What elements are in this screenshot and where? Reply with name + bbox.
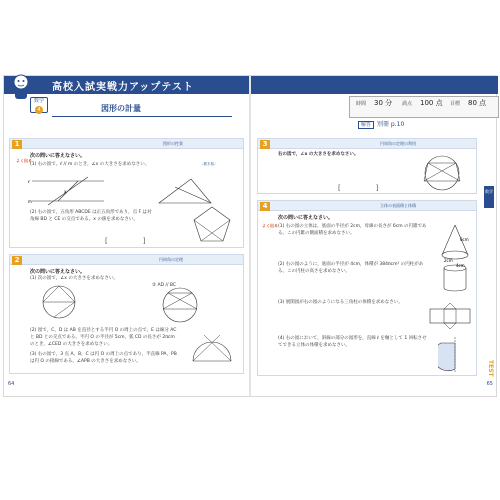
page-number-left: 64 <box>8 381 15 387</box>
answer-page: 別冊 p.10 <box>377 121 405 128</box>
cylinder-figure <box>440 263 470 293</box>
target-label: 目標 <box>450 101 461 107</box>
angle-x-label: x <box>64 189 67 194</box>
right-page <box>251 76 497 396</box>
section-header <box>10 139 243 149</box>
section-header <box>258 201 476 211</box>
answer-bracket: [ ] <box>338 184 379 192</box>
question-2-1: (1) 次の図で，∠x の大きさを求めなさい。 <box>30 276 118 281</box>
circle-quad-figure <box>418 153 466 193</box>
prism-net-figure <box>426 301 474 331</box>
hot-label: よく出る <box>16 158 32 163</box>
subject-badge: 数学 <box>30 97 48 113</box>
section-number: 3 <box>260 140 270 149</box>
semicircle-figure <box>190 325 235 365</box>
question-4-2: (2) 右の図のように，底面の半径が 4cm，体積が 384πcm³ の円柱がある。この円柱の高さを求めなさい。 <box>278 262 424 274</box>
cone-figure <box>438 223 472 263</box>
section-topic: 図形の性質 <box>163 141 183 146</box>
target-value: 80 点 <box>468 99 487 107</box>
time-value: 30 分 <box>374 99 393 107</box>
section-header <box>10 255 243 265</box>
section-instruction: 次の問いに答えなさい。 <box>278 215 334 221</box>
textbook-spread <box>3 75 497 397</box>
answer-label: 解答 <box>358 121 374 129</box>
page-number-right: 65 <box>486 381 493 387</box>
section-number: 1 <box>12 140 22 149</box>
cylinder-radius-label: 4cm <box>456 263 465 268</box>
unit-title: 図形の計量 <box>101 104 141 113</box>
section-3 <box>257 138 477 194</box>
circle-figure-1 <box>40 283 78 321</box>
left-page <box>4 76 250 396</box>
question-1-1: (1) 右の図で，ℓ // m のとき，∠x の大きさを求めなさい。 <box>30 162 150 167</box>
section-instruction: 次の問いに答えなさい。 <box>30 153 86 159</box>
cone-radius-label: 2cm <box>444 258 453 263</box>
section-number: 2 <box>12 256 22 265</box>
section-topic: 円周角の定理の利用 <box>380 141 416 146</box>
question-2-2: (2) 図で，C，D は AB を直径とする半円 O の周上の点で，E は線分 AC と BD との交点である。半円 O の半径が 5cm，弧 CD の長さが 2πcm のとき，∠CED の大きさを求めなさい。 <box>30 328 177 347</box>
section-4 <box>257 200 477 376</box>
pentagon-figure <box>192 205 232 243</box>
time-label: 時間 <box>356 101 367 107</box>
full-score-value: 100 点 <box>420 99 443 107</box>
unit-number-badge: 4 <box>35 106 43 114</box>
triangle-figure <box>155 175 215 207</box>
rotation-figure <box>438 337 472 373</box>
question-4-3: (3) 展開図が右の図のようになる三角柱の体積を求めなさい。 <box>278 300 403 305</box>
section-header <box>258 139 476 149</box>
section-topic: 立体の表面積と体積 <box>380 203 416 208</box>
section-instruction: 次の問いに答えなさい。 <box>30 269 86 275</box>
answer-bracket: [ ] <box>105 237 146 245</box>
section-number: 4 <box>260 202 270 211</box>
question-2-1b: ② AD // BC <box>152 283 177 288</box>
side-tab-test: TEST <box>487 359 494 377</box>
question-1-1-ref: 〈栃木県〉 <box>200 162 218 166</box>
hot-label: よく出る <box>262 223 278 228</box>
line-l-label: ℓ <box>28 179 30 184</box>
question-4-1: (1) 右の図の立体は，底面の半径が 2cm，母線の長さが 6cm の円錐である。この円錐の側面積を求めなさい。 <box>278 224 427 236</box>
section-1 <box>9 138 244 248</box>
page-title: 高校入試実戦力アップテスト <box>52 82 194 93</box>
full-score-label: 満点 <box>402 101 413 107</box>
cone-slant-label: 6cm <box>460 237 469 242</box>
line-m-label: m <box>28 199 32 204</box>
side-tab-subject[interactable]: 数学 <box>484 186 494 208</box>
question-2-3: (3) 右の図で，3 点 A，B，C は円 O の周上の点であり，半直線 PA，PB は円 O の接線である。∠APB の大きさを求めなさい。 <box>30 352 177 364</box>
section-instruction: 右の図で，∠x の大きさを求めなさい。 <box>278 152 359 157</box>
section-topic: 円周角の定理 <box>159 257 183 262</box>
section-2 <box>9 254 244 374</box>
question-1-2: (2) 右の図で，五角形 ABCDE は正五角形であり，点 F は対角線 BD と CE の交点である。x の値を求めなさい。 <box>30 210 152 222</box>
parallel-lines-figure <box>28 175 108 207</box>
circle-figure-2 <box>160 285 200 325</box>
question-4-4: (4) 右の図において，斜線の部分の図形を，直線 ℓ を軸として 1 回転させてできる立体の体積を求めなさい。 <box>278 336 427 348</box>
